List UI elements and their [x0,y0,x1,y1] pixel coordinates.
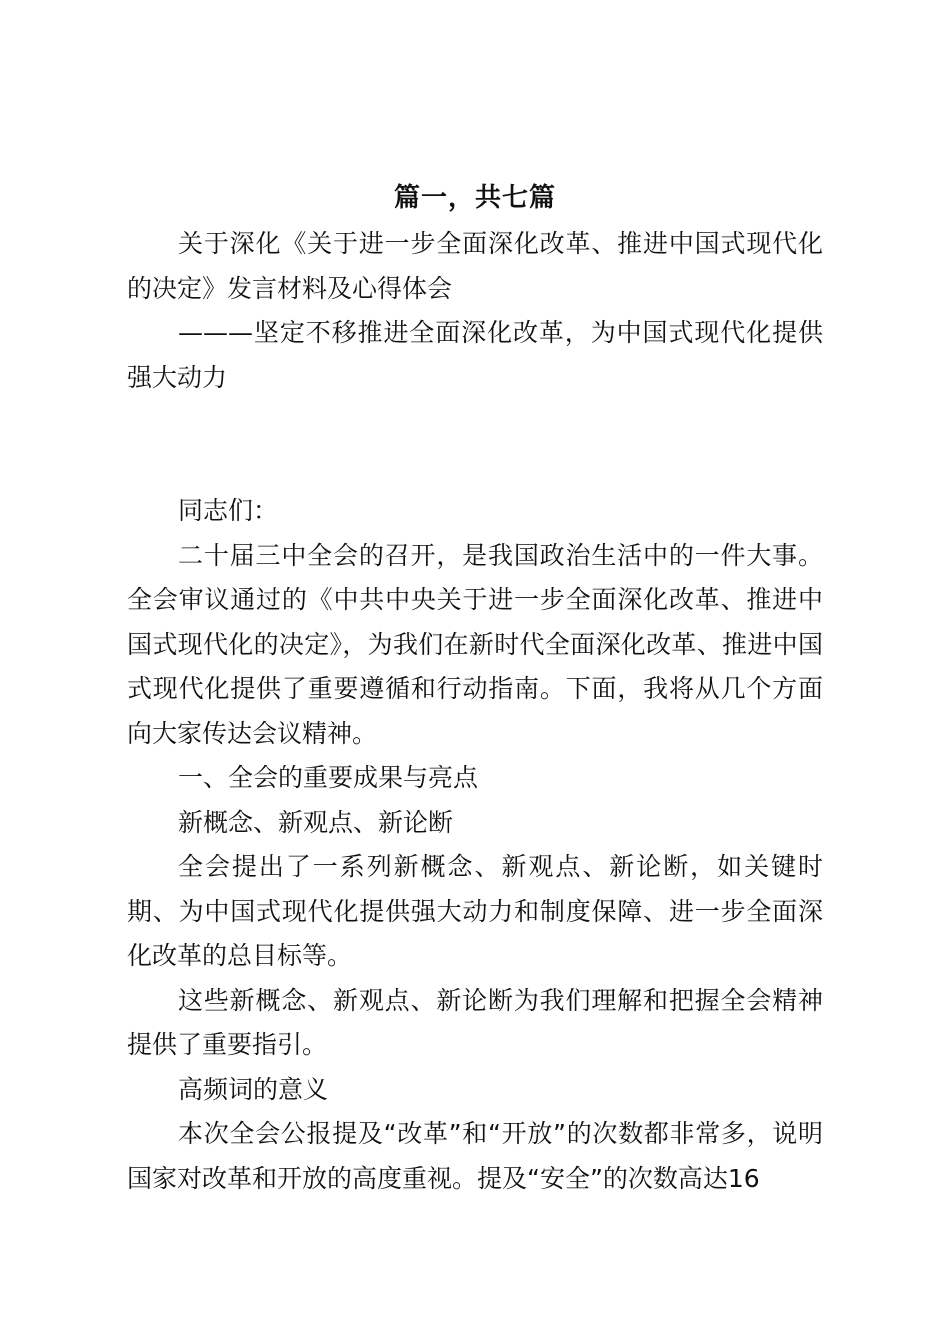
document-body [127,222,823,1201]
body-paragraph: 二十届三中全会的召开，是我国政治生活中的一件大事。全会审议通过的《中共中央关于进一步全面深化改革、推进中国式现代化的决定》，为我们在新时代全面深化改革、推进中国式现代化提供了重要遵循和行动指南。下面，我将从几个方面向大家传达会议精神。 [127,540,823,748]
salutation: 同志们： [178,496,279,525]
heading-line: 关于深化《关于进一步全面深化改革、推进中国式现代化的决定》发言材料及心得体会 [127,229,823,303]
body-paragraph: 本次全会公报提及“改革”和“开放”的次数都非常多，说明国家对改革和开放的高度重视。提及“安全”的次数高达16 [127,1119,823,1193]
body-paragraph: 这些新概念、新观点、新论断为我们理解和把握全会精神提供了重要指引。 [127,985,823,1059]
document-title: 篇一，共七篇 [393,183,556,213]
subsection-heading: 新概念、新观点、新论断 [178,807,454,837]
body-paragraph: 全会提出了一系列新概念、新观点、新论断，如关键时期、为中国式现代化提供强大动力和制度保障、进一步全面深化改革的总目标等。 [127,852,823,970]
subheading-line: ———坚定不移推进全面深化改革，为中国式现代化提供强大动力 [127,318,823,392]
section-heading: 一、全会的重要成果与亮点 [178,763,479,792]
subsection-heading: 高频词的意义 [178,1074,329,1104]
blank-space [127,400,823,489]
